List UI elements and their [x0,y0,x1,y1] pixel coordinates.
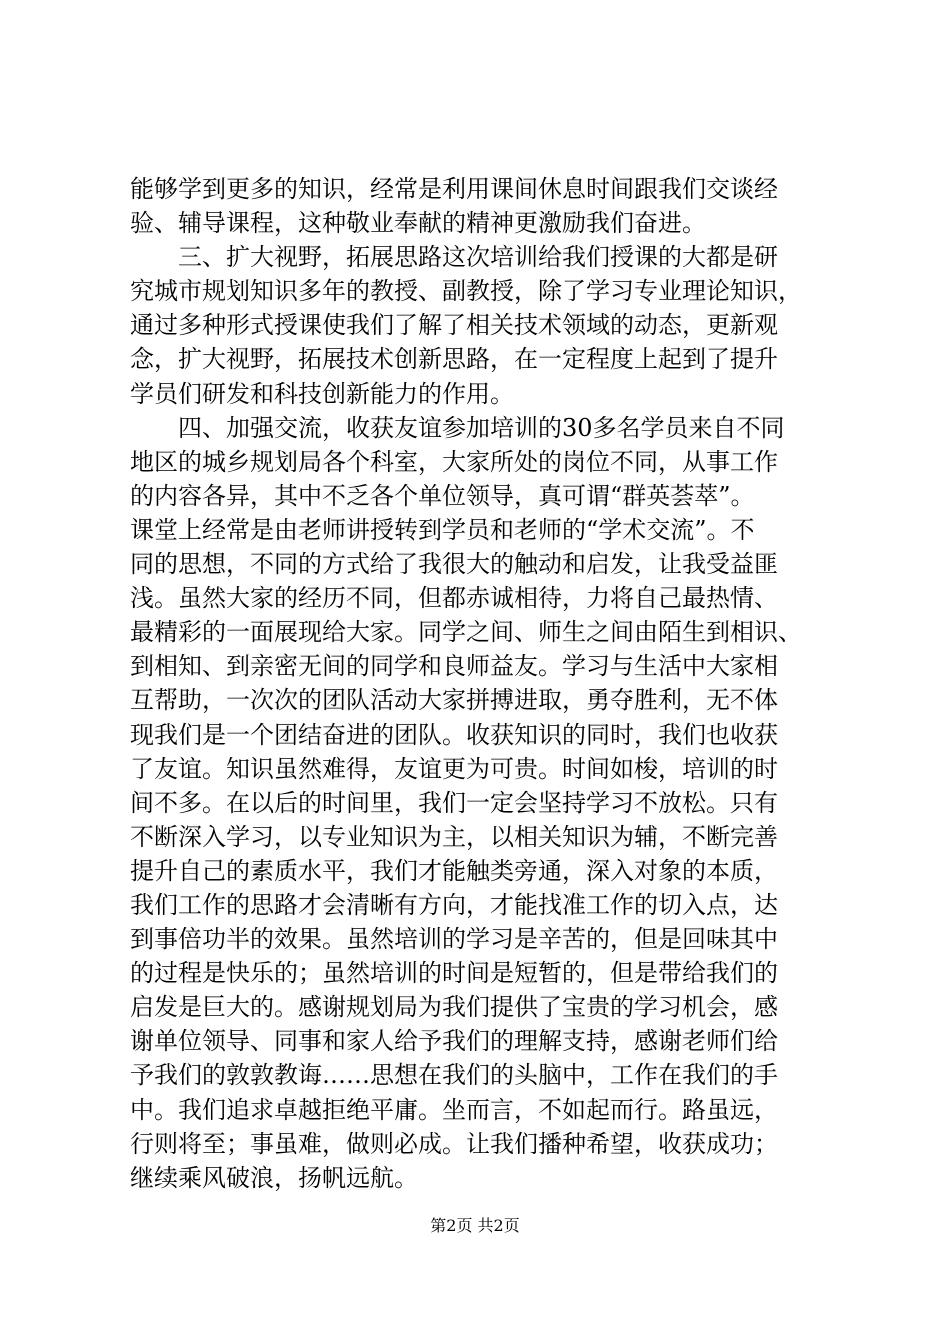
text-line: 间不多。在以后的时间里，我们一定会坚持学习不放松。只有 [130,788,778,817]
text-line: 继续乘风破浪，扬帆远航。 [130,1163,418,1192]
text-line: 学员们研发和科技创新能力的作用。 [130,379,514,408]
text-line: 予我们的敦敦教诲……思想在我们的头脑中，工作在我们的手 [130,1061,778,1090]
text-line: 能够学到更多的知识，经常是利用课间休息时间跟我们交谈经 [130,175,778,203]
text-line: 提升自己的素质水平，我们才能触类旁通，深入对象的本质， [130,856,778,885]
text-line: 互帮助，一次次的团队活动大家拼搏进取，勇夺胜利，无不体 [130,686,778,715]
text-line: 四、加强交流，收获友谊参加培训的30多名学员来自不同 [130,413,785,442]
text-line: 最精彩的一面展现给大家。同学之间、师生之间由陌生到相识、 [130,618,802,647]
text-line: 浅。虽然大家的经历不同，但都赤诚相待，力将自己最热情、 [130,584,778,613]
text-line: 现我们是一个团结奋进的团队。收获知识的同时，我们也收获 [130,720,778,749]
text-line: 的内容各异，其中不乏各个单位领导，真可谓“群英荟萃”。 [130,481,755,510]
text-line: 同的思想，不同的方式给了我很大的触动和启发，让我受益匪 [130,550,778,579]
text-line: 行则将至；事虽难，做则必成。让我们播种希望，收获成功； [130,1129,778,1158]
text-line: 的过程是快乐的；虽然培训的时间是短暂的，但是带给我们的 [130,959,778,988]
text-line: 到相知、到亲密无间的同学和良师益友。学习与生活中大家相 [130,652,778,681]
page-footer: 第2页 共2页 [430,1216,520,1235]
text-line: 不断深入学习，以专业知识为主，以相关知识为辅，不断完善 [130,822,778,851]
text-line: 究城市规划知识多年的教授、副教授，除了学习专业理论知识， [130,277,802,306]
text-line: 了友谊。知识虽然难得，友谊更为可贵。时间如梭，培训的时 [130,754,778,783]
text-line: 中。我们追求卓越拒绝平庸。坐而言，不如起而行。路虽远， [130,1095,778,1124]
text-line: 三、扩大视野，拓展思路这次培训给我们授课的大都是研 [130,243,778,272]
text-line: 念，扩大视野，拓展技术创新思路，在一定程度上起到了提升 [130,345,778,374]
text-line: 通过多种形式授课使我们了解了相关技术领域的动态，更新观 [130,311,778,340]
text-line: 我们工作的思路才会清晰有方向，才能找准工作的切入点，达 [130,890,778,919]
text-line: 验、辅导课程，这种敬业奉献的精神更激励我们奋进。 [130,209,706,238]
body-text [130,172,830,1195]
text-line: 课堂上经常是由老师讲授转到学员和老师的“学术交流”。不 [130,515,755,544]
text-line: 谢单位领导、同事和家人给予我们的理解支持，感谢老师们给 [130,1027,778,1056]
text-line: 到事倍功半的效果。虽然培训的学习是辛苦的，但是回味其中 [130,925,778,954]
text-line: 地区的城乡规划局各个科室，大家所处的岗位不同，从事工作 [130,447,778,476]
text-line: 启发是巨大的。感谢规划局为我们提供了宝贵的学习机会，感 [130,993,778,1022]
